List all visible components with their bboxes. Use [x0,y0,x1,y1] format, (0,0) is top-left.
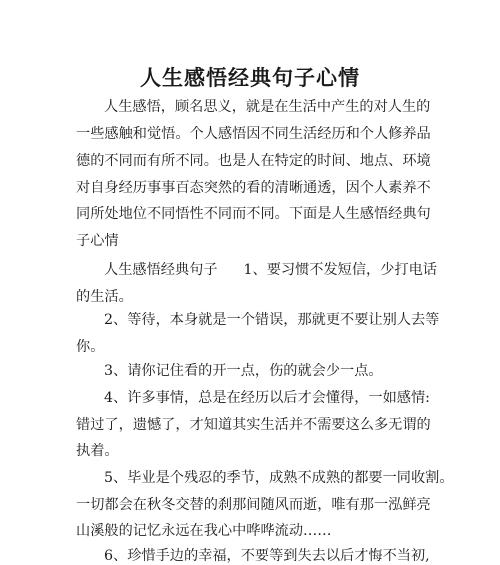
intro-line-5: 同所处地位不同悟性不同而不同。下面是人生感悟经典句 [76,206,431,222]
item-6-line-1: 6、珍惜手边的幸福，不要等到失去以后才悔不当初, [104,548,430,564]
item-5-line-3: 山溪般的记忆永远在我心中哗哗流动…… [76,523,332,539]
item-2-line-2: 你。 [76,339,105,355]
intro-line-6: 子心情 [76,233,119,249]
item-4-line-1: 4、许多事情，总是在经历以后才会懂得，一如感情: [104,390,430,406]
item-2-line-1: 2、等待，本身就是一个错误，那就更不要让别人去等 [104,312,440,328]
section-label: 人生感悟经典句子 [104,262,218,278]
item-3-line-1: 3、请你记住看的开一点，伤的就会少一点。 [104,363,383,379]
intro-line-2: 一些感触和觉悟。个人感悟因不同生活经历和个人修养品 [76,126,431,142]
intro-line-3: 德的不同而有所不同。也是人在特定的时间、地点、环境 [76,153,431,169]
item-5-line-2: 一切都会在秋冬交替的刹那间随风而逝，唯有那一泓鲜亮 [76,497,431,513]
item-5-line-1: 5、毕业是个残忍的季节，成熟不成熟的都要一同收割。 [104,470,454,486]
item-1-line-1: 1、要习惯不发短信，少打电话 [243,262,437,278]
item-4-line-2: 错过了，遗憾了，才知道其实生活并不需要这么多无谓的 [76,417,431,433]
document-title: 人生感悟经典句子心情 [140,65,360,90]
section-heading-line [104,262,437,278]
item-1-line-2: 的生活。 [76,289,133,305]
item-4-line-3: 执着。 [76,443,119,459]
intro-line-1: 人生感悟，顾名思义，就是在生活中产生的对人生的 [104,99,431,115]
intro-line-4: 对自身经历事事百态突然的看的清晰通透，因个人素养不 [76,180,431,196]
